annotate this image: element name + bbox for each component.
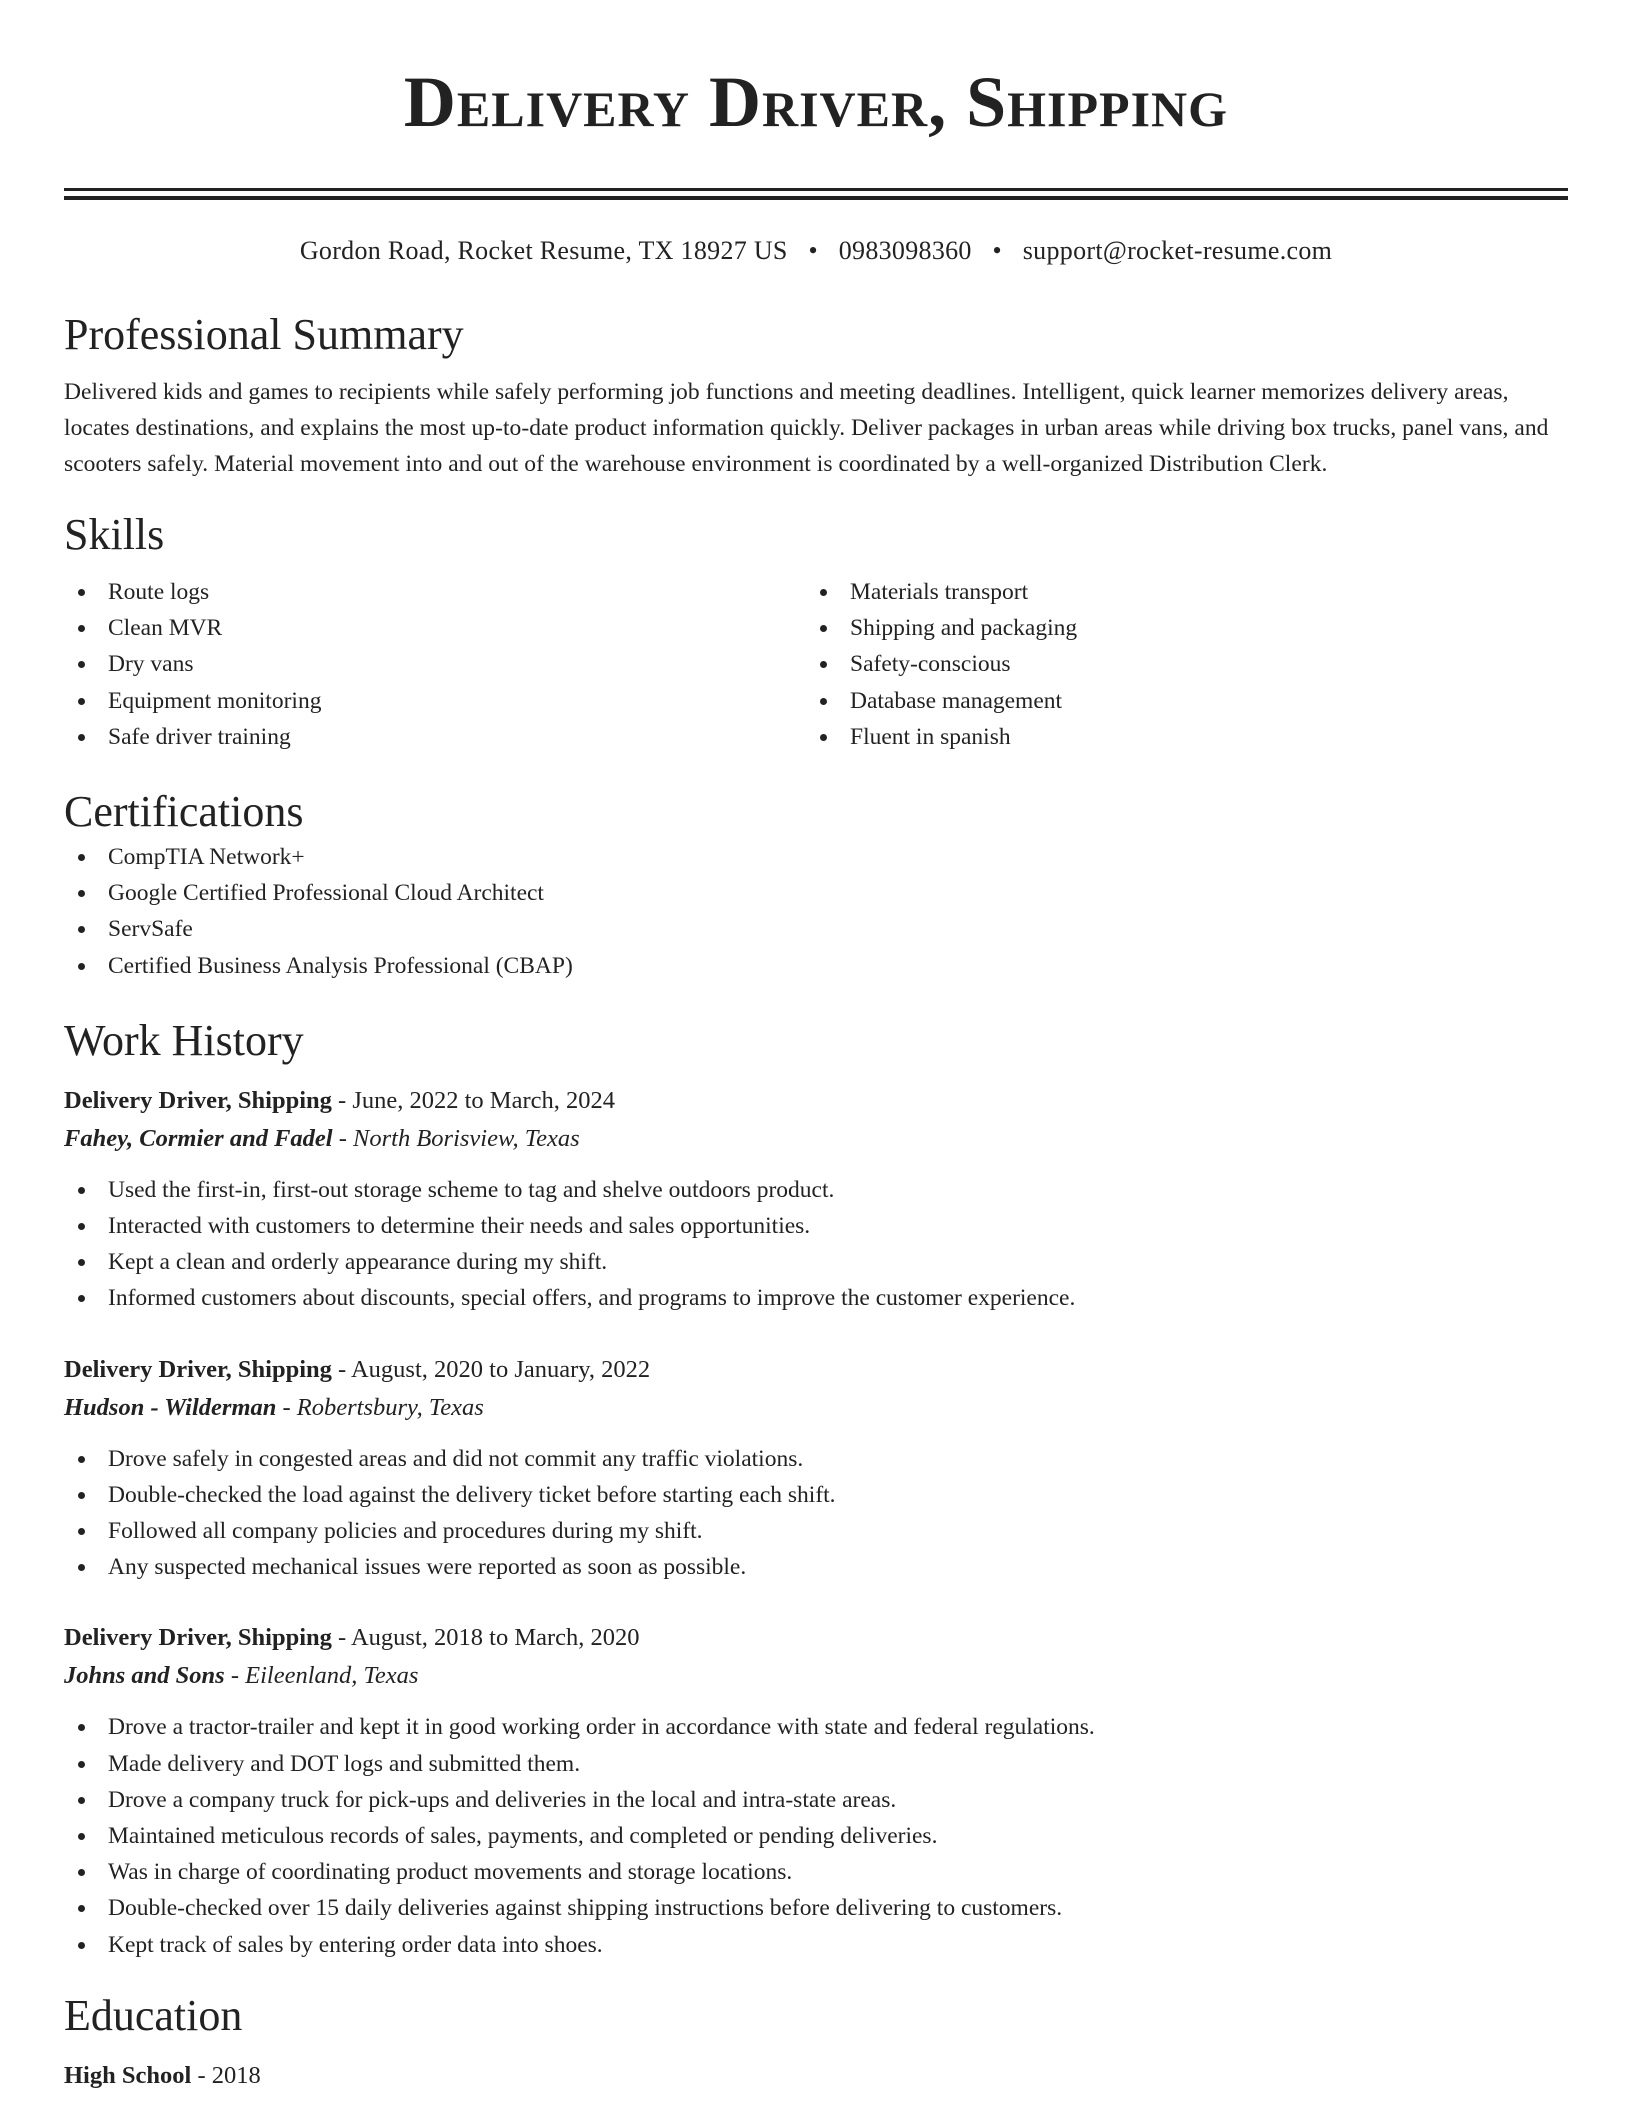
job-bullets (64, 1441, 1568, 1586)
job-company: Johns and Sons (64, 1662, 225, 1690)
job-bullet: Drove a company truck for pick-ups and deliveries in the local and intra-state areas. (64, 1782, 1568, 1818)
skills-columns (64, 574, 1568, 755)
job-bullet: Double-checked the load against the delivery ticket before starting each shift. (64, 1477, 1568, 1513)
job-bullet: Was in charge of coordinating product movements and storage locations. (64, 1854, 1568, 1890)
bullet-icon (78, 1456, 85, 1463)
bullet-icon (78, 1942, 85, 1949)
contact-phone: 0983098360 (838, 236, 972, 265)
job-entry (64, 1619, 1568, 1962)
job-bullet: Used the first-in, first-out storage scheme to tag and shelve outdoors product. (64, 1172, 1568, 1208)
job-company: Hudson - Wilderman (64, 1393, 277, 1421)
job-location: - Eileenland, Texas (224, 1662, 419, 1690)
education-heading: Education (64, 1990, 243, 2040)
education-entry (64, 2057, 1568, 2095)
certification-item: Certified Business Analysis Professional (CBAP) (64, 948, 1568, 984)
job-dates: - August, 2018 to March, 2020 (331, 1624, 640, 1652)
bullet-icon (78, 1187, 85, 1194)
bullet-icon (78, 589, 85, 596)
skill-item: Database management (806, 683, 1548, 719)
bullet-icon (78, 926, 85, 933)
job-bullet: Drove a tractor-trailer and kept it in good working order in accordance with state and federal regulations. (64, 1709, 1568, 1745)
bullet-icon (78, 1833, 85, 1840)
skill-item: Safe driver training (64, 719, 806, 755)
skill-item: Clean MVR (64, 610, 806, 646)
job-bullet: Interacted with customers to determine their needs and sales opportunities. (64, 1208, 1568, 1244)
summary-heading: Professional Summary (64, 310, 464, 359)
bullet-icon (78, 1528, 85, 1535)
job-entry (64, 1082, 1568, 1317)
bullet-icon (78, 1905, 85, 1912)
bullet-icon (78, 1223, 85, 1230)
certifications-list (64, 839, 1568, 984)
contact-separator: • (808, 236, 818, 265)
job-bullet: Any suspected mechanical issues were reported as soon as possible. (64, 1549, 1568, 1585)
skills-heading: Skills (64, 510, 165, 559)
skill-item: Fluent in spanish (806, 719, 1548, 755)
bullet-icon (820, 589, 827, 596)
job-header (64, 1351, 1568, 1389)
job-dates: - June, 2022 to March, 2024 (331, 1086, 615, 1114)
work-history-heading: Work History (64, 1015, 304, 1065)
bullet-icon (78, 1761, 85, 1768)
bullet-icon (78, 1564, 85, 1571)
job-bullet: Kept track of sales by entering order data into shoes. (64, 1927, 1568, 1963)
job-bullet: Kept a clean and orderly appearance during my shift. (64, 1244, 1568, 1280)
job-header (64, 1619, 1568, 1657)
bullet-icon (78, 1295, 85, 1302)
bullet-icon (78, 1724, 85, 1731)
skill-item: Dry vans (64, 646, 806, 682)
skill-item: Route logs (64, 574, 806, 610)
bullet-icon (820, 661, 827, 668)
bullet-icon (78, 963, 85, 970)
job-company-line (64, 1657, 1568, 1695)
job-bullet: Drove safely in congested areas and did not commit any traffic violations. (64, 1441, 1568, 1477)
job-dates: - August, 2020 to January, 2022 (331, 1355, 651, 1383)
job-title: Delivery Driver, Shipping (64, 1086, 332, 1114)
resume-name: Delivery Driver, Shipping (403, 62, 1229, 142)
job-title: Delivery Driver, Shipping (64, 1355, 332, 1383)
bullet-icon (78, 1797, 85, 1804)
header-rule-top (64, 188, 1568, 191)
certifications-heading: Certifications (64, 787, 304, 837)
job-location: - Robertsbury, Texas (276, 1393, 484, 1421)
job-company-line (64, 1389, 1568, 1427)
job-bullet: Double-checked over 15 daily deliveries against shipping instructions before delivering to customers. (64, 1890, 1568, 1926)
certification-item: Google Certified Professional Cloud Architect (64, 875, 1568, 911)
bullet-icon (78, 854, 85, 861)
bullet-icon (78, 698, 85, 705)
skill-item: Shipping and packaging (806, 610, 1548, 646)
skills-list-left (64, 574, 806, 755)
education-degree: High School (64, 2061, 192, 2089)
job-company: Fahey, Cormier and Fadel (64, 1124, 333, 1152)
skill-item: Materials transport (806, 574, 1548, 610)
bullet-icon (78, 625, 85, 632)
bullet-icon (78, 661, 85, 668)
job-bullet: Informed customers about discounts, special offers, and programs to improve the customer experience. (64, 1280, 1568, 1316)
job-bullets (64, 1172, 1568, 1317)
bullet-icon (78, 1869, 85, 1876)
contact-line (64, 234, 1568, 268)
bullet-icon (820, 625, 827, 632)
job-title: Delivery Driver, Shipping (64, 1624, 332, 1652)
certification-item: CompTIA Network+ (64, 839, 1568, 875)
contact-email: support@rocket-resume.com (1022, 236, 1333, 265)
skill-item: Equipment monitoring (64, 683, 806, 719)
job-entry (64, 1351, 1568, 1586)
skill-item: Safety-conscious (806, 646, 1548, 682)
job-header (64, 1082, 1568, 1120)
bullet-icon (78, 734, 85, 741)
bullet-icon (820, 698, 827, 705)
bullet-icon (78, 1259, 85, 1266)
contact-address: Gordon Road, Rocket Resume, TX 18927 US (299, 236, 788, 265)
bullet-icon (78, 890, 85, 897)
skills-list-right (806, 574, 1548, 755)
header-rule-bottom (64, 196, 1568, 200)
contact-separator: • (992, 236, 1002, 265)
certification-item: ServSafe (64, 911, 1568, 947)
job-bullet: Followed all company policies and procedures during my shift. (64, 1513, 1568, 1549)
education-year: - 2018 (191, 2061, 261, 2089)
summary-text: Delivered kids and games to recipients while safely performing job functions and meeting deadlines. Intelligent, quick learner memorizes delivery areas, locates destinations, and explains the most up-to-date product information quickly. Deliver packages in urban areas while driving box trucks, panel vans, and scooters safely. Material movement into and out of the warehouse environment is coordinated by a well-organized Distribution Clerk. (64, 379, 1549, 477)
bullet-icon (78, 1492, 85, 1499)
job-company-line (64, 1120, 1568, 1158)
bullet-icon (820, 734, 827, 741)
job-bullet: Made delivery and DOT logs and submitted them. (64, 1746, 1568, 1782)
job-location: - North Borisview, Texas (332, 1124, 580, 1152)
job-bullets (64, 1709, 1568, 1962)
job-bullet: Maintained meticulous records of sales, payments, and completed or pending deliveries. (64, 1818, 1568, 1854)
